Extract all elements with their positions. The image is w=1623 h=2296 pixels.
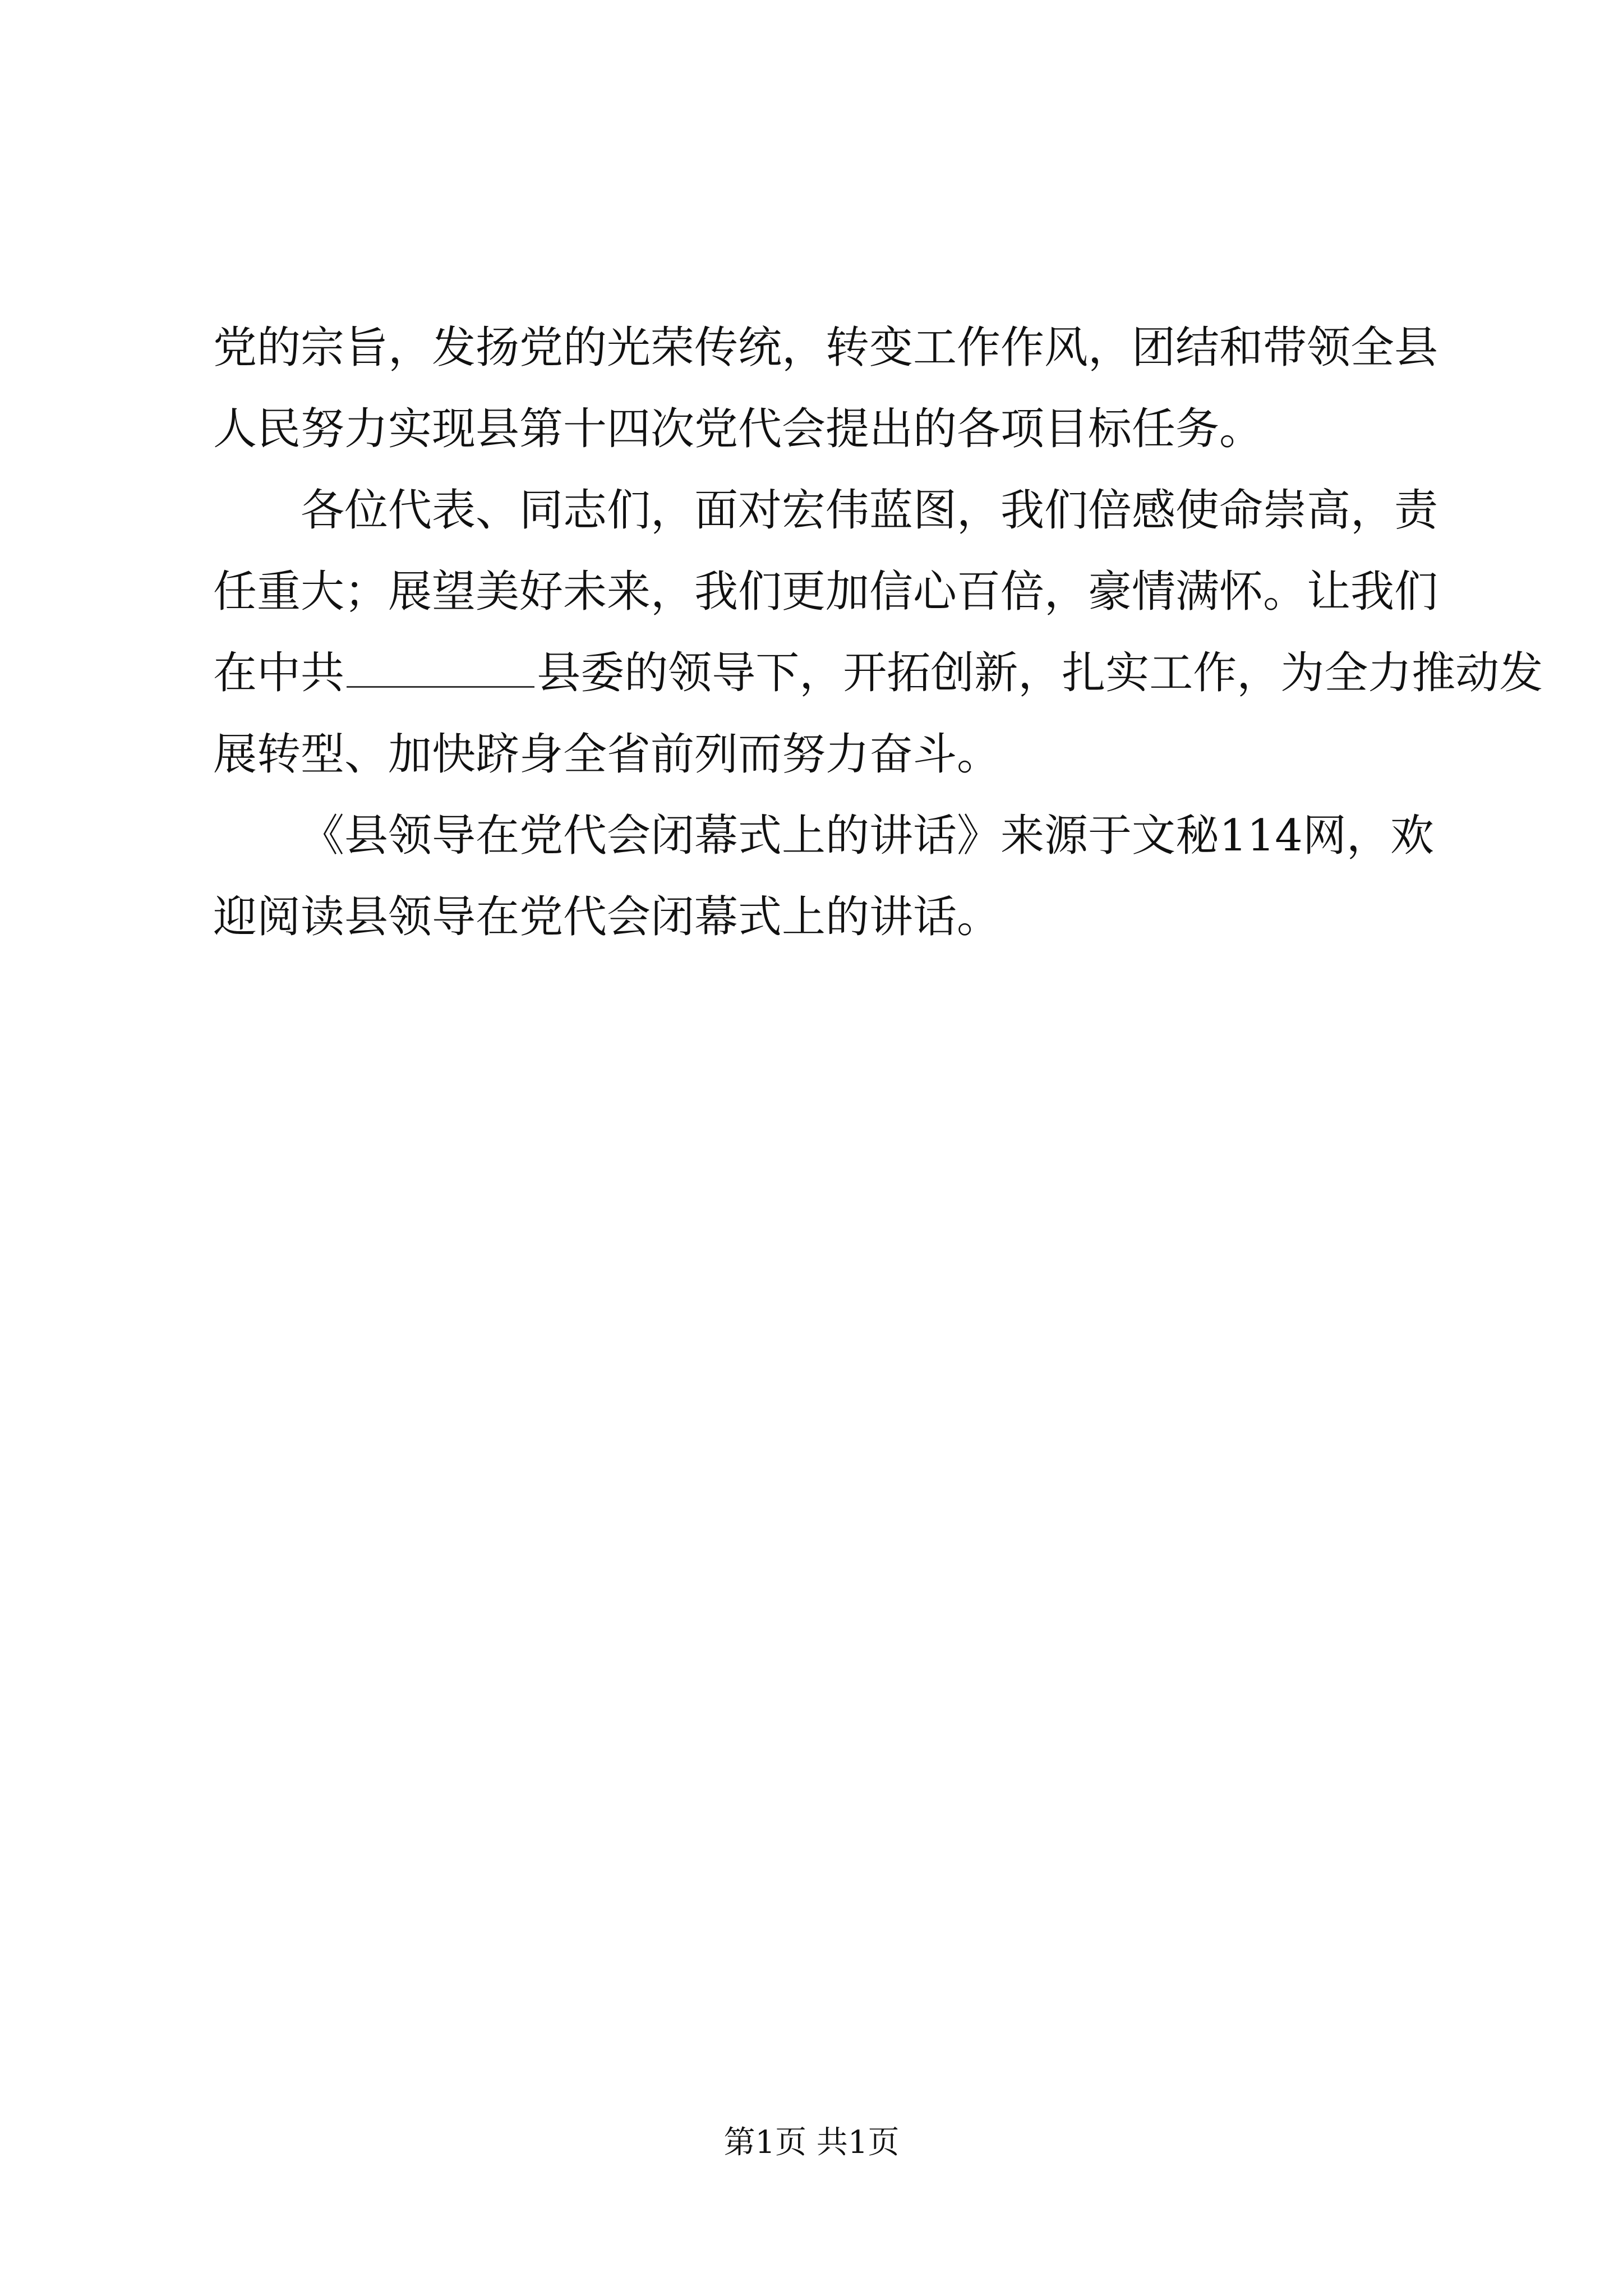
paragraph-1-line-1: 党的宗旨，发扬党的光荣传统，转变工作作风，团结和带领全县 [213, 323, 1438, 373]
page-number-label: 第1页 共1页 [723, 2124, 900, 2161]
blank-underline [347, 647, 534, 688]
paragraph-2-line-1: 各位代表、同志们，面对宏伟蓝图，我们倍感使命崇高，责 [301, 485, 1438, 536]
page-footer [0, 2123, 1623, 2162]
paragraph-2-line-3 [213, 633, 1543, 714]
paragraph-1-line-2: 人民努力实现县第十四次党代会提出的各项目标任务。 [213, 404, 1264, 454]
paragraph-2-line-3-after: 县委的领导下，开拓创新，扎实工作，为全力推动发 [537, 648, 1543, 698]
paragraph-3-line-2: 迎阅读县领导在党代会闭幕式上的讲话。 [213, 892, 1001, 942]
document-body [213, 307, 1543, 958]
paragraph-2-line-2: 任重大；展望美好未来，我们更加信心百倍，豪情满怀。让我们 [213, 567, 1438, 617]
paragraph-2-line-3-before: 在中共 [213, 648, 345, 698]
paragraph-2-line-4: 展转型、加快跻身全省前列而努力奋斗。 [213, 729, 1001, 780]
paragraph-3-line-1: 《县领导在党代会闭幕式上的讲话》来源于文秘114网，欢 [301, 811, 1434, 861]
